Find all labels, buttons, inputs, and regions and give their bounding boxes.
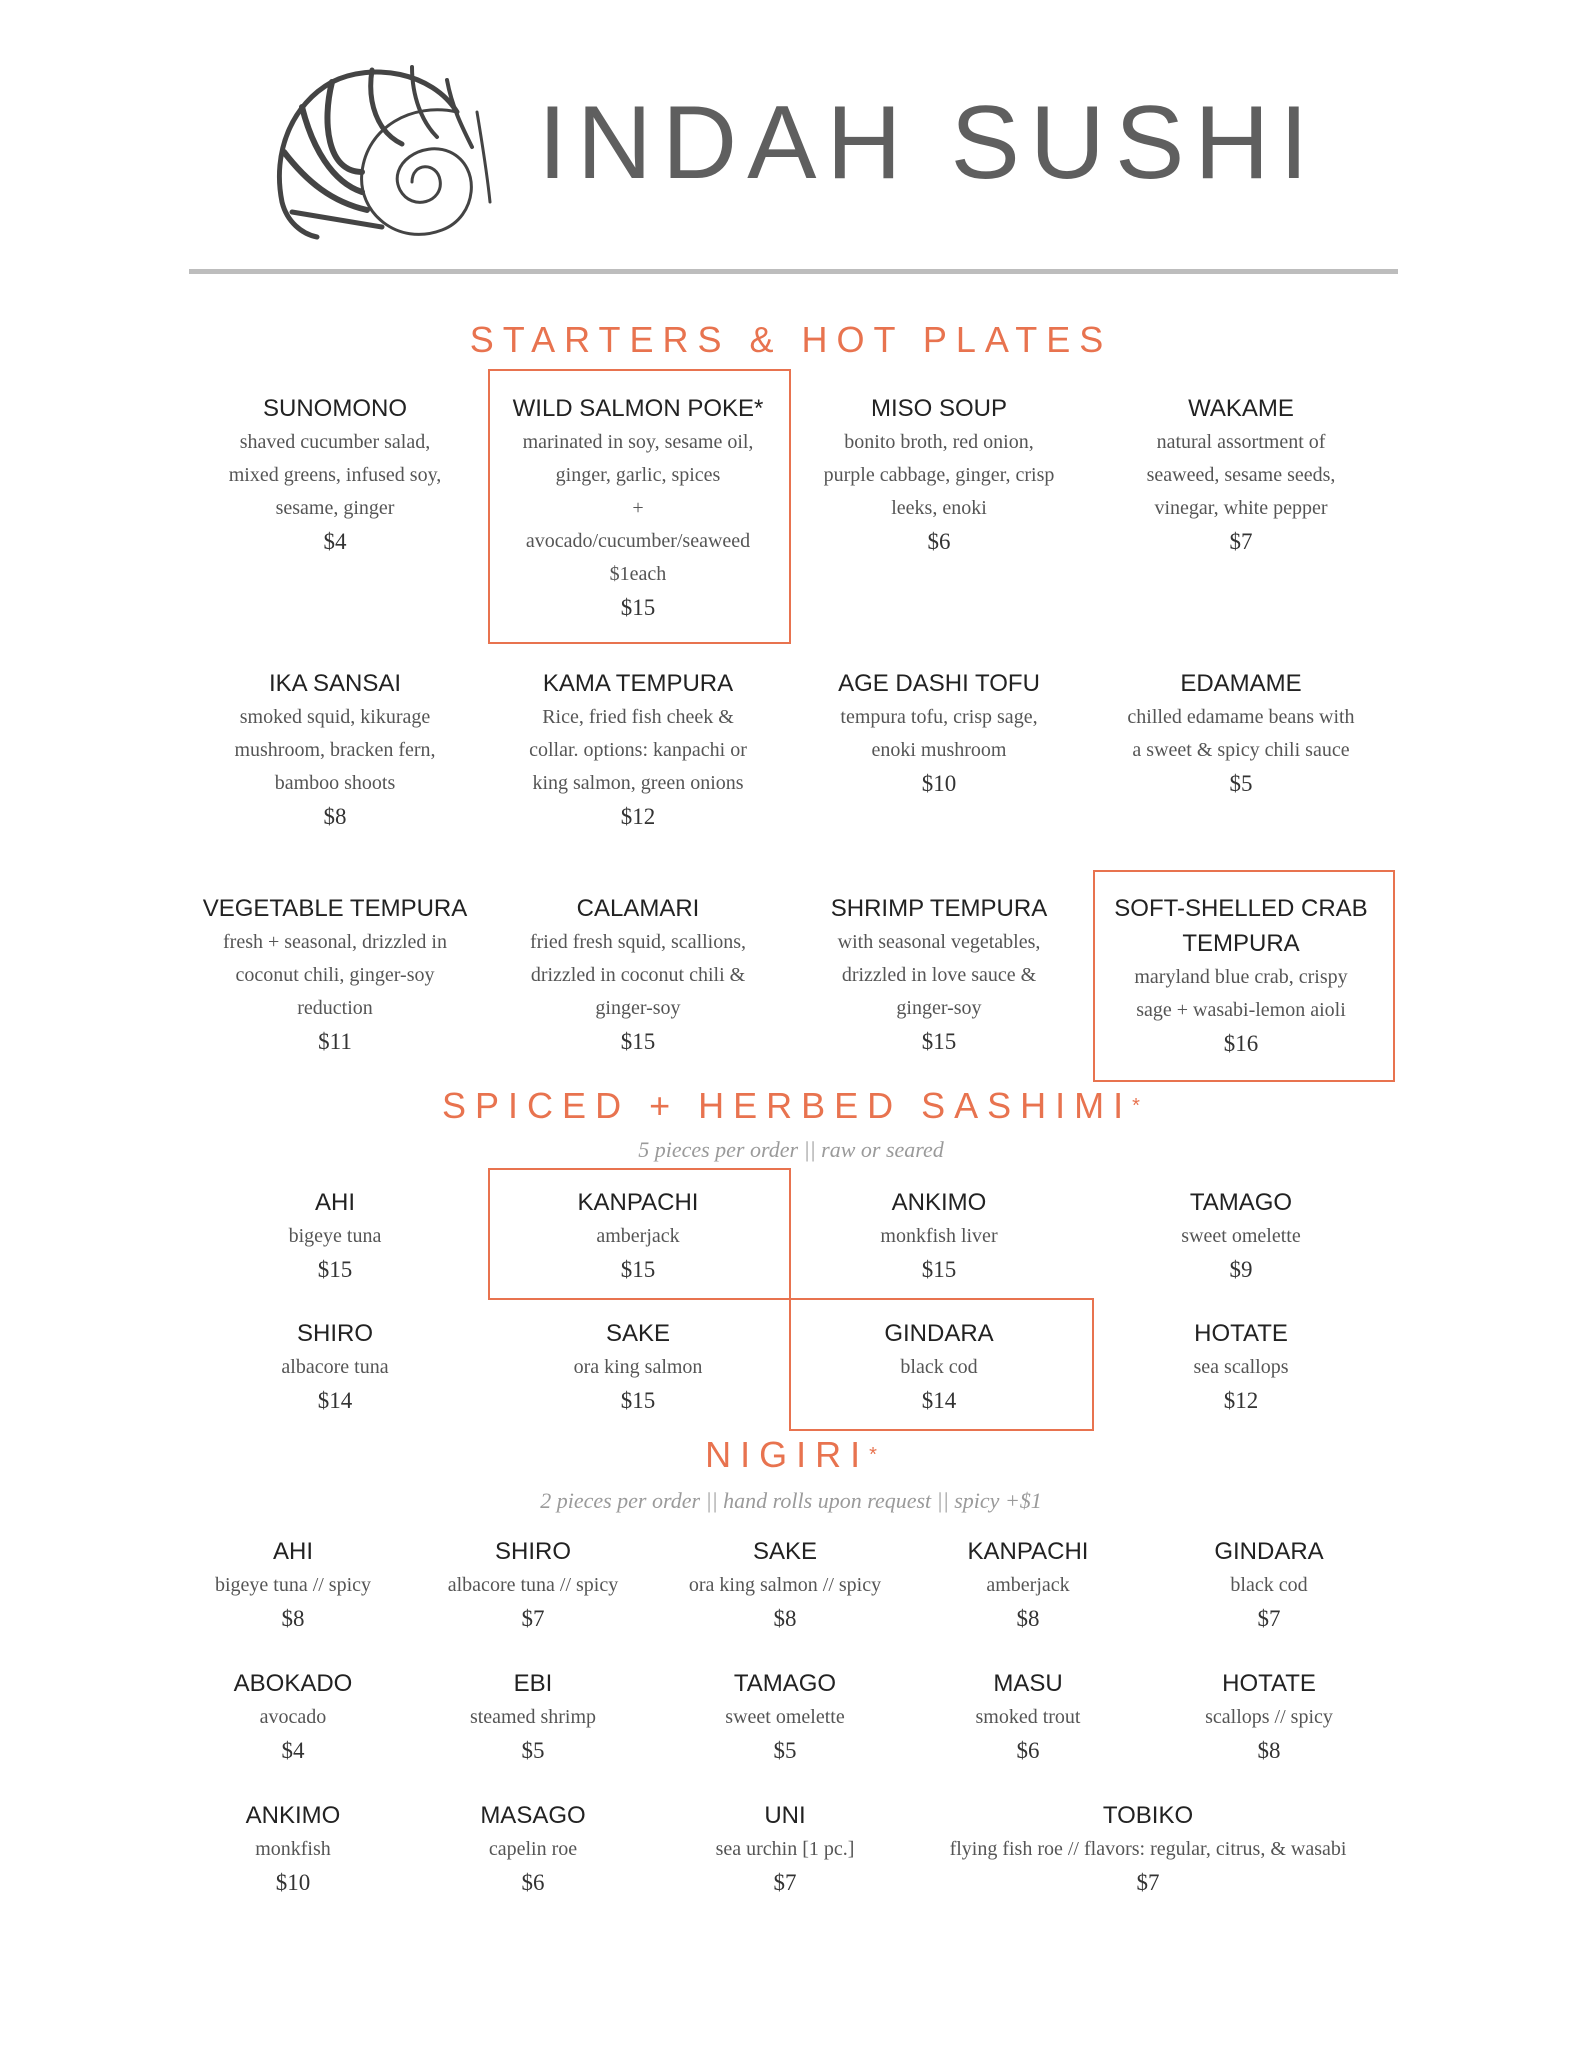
item-name: TOBIKO xyxy=(1102,1802,1194,1829)
nautilus-shell-logo xyxy=(262,52,522,242)
item-description: smoked squid, kikurage mushroom, bracken fern, bamboo shoots xyxy=(234,706,436,794)
item-name: ABOKADO xyxy=(233,1670,353,1697)
menu-item xyxy=(789,1316,1089,1418)
item-description: scallops // spicy xyxy=(1205,1706,1333,1728)
menu-item xyxy=(185,1185,485,1287)
item-description: black cod xyxy=(1230,1574,1308,1596)
item-name: SHIRO xyxy=(494,1538,571,1565)
item-description: bonito broth, red onion, purple cabbage, ginger, crisp leeks, enoki xyxy=(823,431,1055,519)
item-price: $12 xyxy=(620,804,656,829)
menu-item xyxy=(488,666,788,834)
item-name: CALAMARI xyxy=(576,895,700,922)
section-heading-starters xyxy=(0,320,1582,360)
item-description: maryland blue crab, crispy sage + wasabi-lemon aioli xyxy=(1134,966,1348,1021)
section-heading-sashimi xyxy=(0,1086,1582,1126)
item-price: $15 xyxy=(620,595,656,620)
item-name: ANKIMO xyxy=(891,1189,987,1216)
menu-item xyxy=(185,891,485,1059)
menu-item xyxy=(185,1316,485,1418)
item-name: KANPACHI xyxy=(967,1538,1089,1565)
section-title: STARTERS & HOT PLATES xyxy=(469,319,1113,360)
item-price: $15 xyxy=(620,1388,656,1413)
item-description: albacore tuna xyxy=(281,1356,389,1378)
item-price: $8 xyxy=(1016,1606,1040,1631)
item-name: WILD SALMON POKE* xyxy=(512,395,764,422)
item-price: $4 xyxy=(281,1738,305,1763)
item-price: $6 xyxy=(521,1870,545,1895)
item-description: steamed shrimp xyxy=(469,1706,597,1728)
item-name: TAMAGO xyxy=(733,1670,837,1697)
item-price: $10 xyxy=(275,1870,311,1895)
item-description: natural assortment of seaweed, sesame seeds, vinegar, white pepper xyxy=(1146,431,1336,519)
menu-item xyxy=(488,891,788,1059)
item-price: $15 xyxy=(921,1029,957,1054)
item-description: sweet omelette xyxy=(1181,1225,1301,1247)
item-name: GINDARA xyxy=(884,1320,994,1347)
item-price: $7 xyxy=(1229,529,1253,554)
menu-item xyxy=(789,391,1089,559)
item-description: sea urchin [1 pc.] xyxy=(715,1838,855,1860)
item-name: HOTATE xyxy=(1222,1670,1316,1697)
item-price: $11 xyxy=(318,1029,352,1054)
item-description: marinated in soy, sesame oil, ginger, garlic, spices + avocado/cucumber/seaweed $1each xyxy=(522,431,754,585)
item-name: HOTATE xyxy=(1194,1320,1288,1347)
item-price: $15 xyxy=(317,1257,353,1282)
item-price: $7 xyxy=(1257,1606,1281,1631)
item-description: chilled edamame beans with a sweet & spicy chili sauce xyxy=(1127,706,1355,761)
menu-item xyxy=(185,391,485,559)
item-price: $14 xyxy=(317,1388,353,1413)
item-price: $7 xyxy=(1136,1870,1160,1895)
item-name: SHIRO xyxy=(296,1320,373,1347)
item-name: AGE DASHI TOFU xyxy=(838,670,1040,697)
menu-item xyxy=(789,1185,1089,1287)
item-price: $5 xyxy=(773,1738,797,1763)
menu-item xyxy=(1091,891,1391,1061)
item-price: $8 xyxy=(323,804,347,829)
menu-item xyxy=(488,391,788,625)
item-description: avocado xyxy=(259,1706,327,1728)
item-price: $8 xyxy=(773,1606,797,1631)
menu-item xyxy=(1091,1316,1391,1418)
item-name: UNI xyxy=(764,1802,806,1829)
item-description: fresh + seasonal, drizzled in coconut chili, ginger-soy reduction xyxy=(223,931,447,1019)
section-title: NIGIRI xyxy=(705,1434,870,1475)
item-price: $7 xyxy=(521,1606,545,1631)
item-description: tempura tofu, crisp sage, enoki mushroom xyxy=(840,706,1038,761)
item-price: $10 xyxy=(921,771,957,796)
item-name: ANKIMO xyxy=(245,1802,341,1829)
item-name: KANPACHI xyxy=(577,1189,699,1216)
item-description: ora king salmon // spicy xyxy=(688,1574,882,1596)
item-price: $5 xyxy=(1229,771,1253,796)
item-name: WAKAME xyxy=(1188,395,1294,422)
menu-item xyxy=(789,891,1089,1059)
item-name: TAMAGO xyxy=(1189,1189,1293,1216)
item-price: $16 xyxy=(1223,1031,1259,1056)
item-description: sweet omelette xyxy=(725,1706,845,1728)
item-name: AHI xyxy=(314,1189,355,1216)
menu-item xyxy=(1091,1185,1391,1287)
item-name: SHRIMP TEMPURA xyxy=(830,895,1048,922)
item-price: $6 xyxy=(1016,1738,1040,1763)
item-name: AHI xyxy=(272,1538,313,1565)
item-description: Rice, fried fish cheek & collar. options: kanpachi or king salmon, green onions xyxy=(529,706,747,794)
item-price: $15 xyxy=(620,1029,656,1054)
item-description: with seasonal vegetables, drizzled in love sauce & ginger-soy xyxy=(837,931,1041,1019)
menu-item xyxy=(488,1316,788,1418)
item-description: capelin roe xyxy=(488,1838,578,1860)
item-name: VEGETABLE TEMPURA xyxy=(202,895,468,922)
asterisk: * xyxy=(1132,1095,1140,1117)
menu-item xyxy=(1119,1666,1419,1768)
item-price: $12 xyxy=(1223,1388,1259,1413)
item-description: flying fish roe // flavors: regular, citrus, & wasabi xyxy=(949,1838,1347,1860)
menu-item xyxy=(635,1798,935,1900)
item-name: SOFT-SHELLED CRAB TEMPURA xyxy=(1114,895,1368,957)
item-name: MISO SOUP xyxy=(870,395,1008,422)
menu-item xyxy=(1119,1534,1419,1636)
asterisk: * xyxy=(869,1444,877,1466)
item-description: sea scallops xyxy=(1193,1356,1289,1378)
item-name: EDAMAME xyxy=(1180,670,1302,697)
item-description: bigeye tuna // spicy xyxy=(214,1574,372,1596)
item-name: SUNOMONO xyxy=(263,395,407,422)
menu-item xyxy=(1091,666,1391,801)
item-description: monkfish liver xyxy=(880,1225,998,1247)
item-description: amberjack xyxy=(596,1225,680,1247)
item-name: GINDARA xyxy=(1214,1538,1324,1565)
item-price: $6 xyxy=(927,529,951,554)
section-subtitle-sashimi: 5 pieces per order || raw or seared xyxy=(638,1137,944,1162)
menu-item xyxy=(1091,391,1391,559)
item-price: $9 xyxy=(1229,1257,1253,1282)
item-name: SAKE xyxy=(752,1538,818,1565)
item-description: amberjack xyxy=(986,1574,1070,1596)
item-price: $8 xyxy=(281,1606,305,1631)
section-subtitle-nigiri: 2 pieces per order || hand rolls upon request || spicy +$1 xyxy=(540,1488,1042,1513)
item-price: $4 xyxy=(323,529,347,554)
item-description: monkfish xyxy=(255,1838,331,1860)
item-description: black cod xyxy=(900,1356,978,1378)
menu-item xyxy=(918,1798,1378,1900)
item-price: $8 xyxy=(1257,1738,1281,1763)
item-description: fried fresh squid, scallions, drizzled in coconut chili & ginger-soy xyxy=(529,931,747,1019)
header-divider xyxy=(189,269,1398,274)
item-price: $15 xyxy=(921,1257,957,1282)
item-name: EBI xyxy=(513,1670,553,1697)
menu-item xyxy=(185,666,485,834)
menu-item xyxy=(488,1185,788,1287)
menu-item xyxy=(789,666,1089,801)
item-description: albacore tuna // spicy xyxy=(447,1574,619,1596)
item-name: KAMA TEMPURA xyxy=(542,670,734,697)
item-description: bigeye tuna xyxy=(288,1225,382,1247)
section-heading-nigiri xyxy=(0,1435,1582,1475)
item-description: smoked trout xyxy=(975,1706,1081,1728)
item-price: $15 xyxy=(620,1257,656,1282)
item-name: MASAGO xyxy=(480,1802,586,1829)
item-price: $7 xyxy=(773,1870,797,1895)
item-price: $14 xyxy=(921,1388,957,1413)
item-price: $5 xyxy=(521,1738,545,1763)
restaurant-name: INDAH SUSHI xyxy=(538,85,1319,201)
item-description: shaved cucumber salad, mixed greens, infused soy, sesame, ginger xyxy=(228,431,442,519)
item-name: IKA SANSAI xyxy=(268,670,402,697)
item-name: SAKE xyxy=(605,1320,671,1347)
section-title: SPICED + HERBED SASHIMI xyxy=(442,1085,1133,1126)
item-name: MASU xyxy=(993,1670,1063,1697)
item-description: ora king salmon xyxy=(573,1356,703,1378)
